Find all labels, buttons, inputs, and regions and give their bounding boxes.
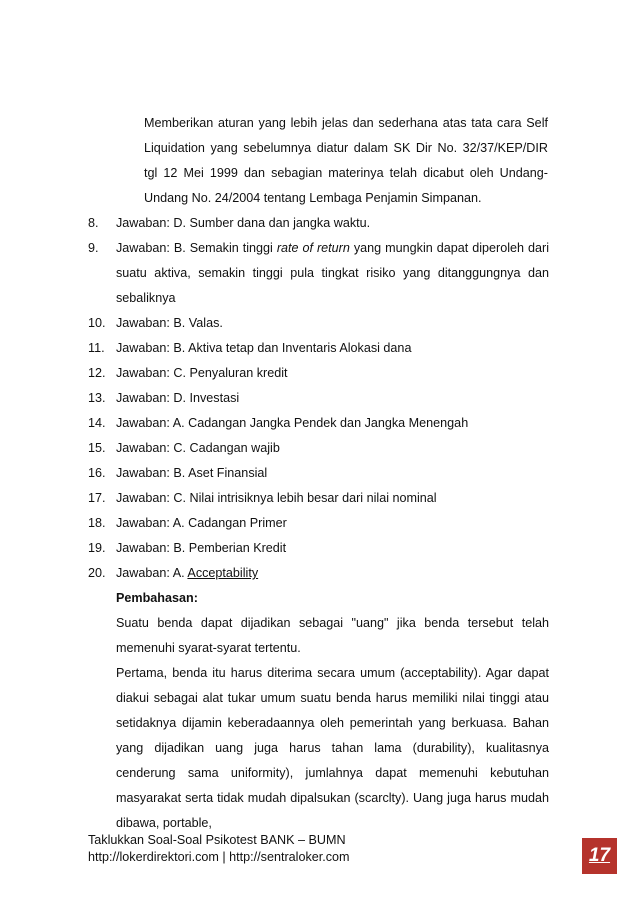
- item-answer: Jawaban: D. Sumber dana dan jangka waktu.: [116, 216, 371, 230]
- pembahasan-paragraph-2: Pertama, benda itu harus diterima secara umum (acceptability). Agar dapat diakui sebagai alat tukar umum suatu benda harus memiliki nilai tinggi atau setidaknya dijamin keberadaannya oleh pemerintah yang berkuasa. Bahan yang dijadikan uang juga harus tahan lama (durability), kualitasnya cenderung sama uniformity), jumlahnya dapat memenuhi kebutuhan masyarakat serta tidak mudah dipalsukan (scarclty). Uang juga harus mudah dibawa, portable,: [116, 666, 549, 830]
- list-item: [88, 211, 549, 236]
- item-number: 15.: [88, 441, 106, 455]
- item-number: 11.: [88, 341, 105, 355]
- page-number: 17: [588, 845, 611, 866]
- list-item: [88, 536, 549, 561]
- answer-suffix: yang mungkin dapat diperoleh dari suatu aktiva, semakin tinggi pula tingkat risiko yang ditanggungnya dan sebaliknya: [116, 241, 550, 305]
- item-number: 10.: [88, 316, 106, 330]
- item-answer: Jawaban: B. Valas.: [116, 316, 223, 330]
- item-answer: Jawaban: C. Cadangan wajib: [116, 441, 280, 455]
- item-number: 14.: [88, 416, 106, 430]
- item-number: 13.: [88, 391, 106, 405]
- answer-prefix: Jawaban: B. Semakin tinggi: [116, 241, 277, 255]
- footer-links: http://lokerdirektori.com | http://sentraloker.com: [88, 850, 350, 864]
- list-item: [88, 311, 549, 336]
- intro-paragraph: Memberikan aturan yang lebih jelas dan sederhana atas tata cara Self Liquidation yang sebelumnya diatur dalam SK Dir No. 32/37/KEP/DIR tgl 12 Mei 1999 dan sebagian materinya telah dicabut oleh Undang-Undang No. 24/2004 tentang Lembaga Penjamin Simpanan.: [144, 116, 548, 205]
- item-answer: [116, 236, 549, 311]
- item-answer: Jawaban: A. Cadangan Jangka Pendek dan Jangka Menengah: [116, 416, 469, 430]
- item-answer: Jawaban: B. Aktiva tetap dan Inventaris Alokasi dana: [116, 341, 412, 355]
- footer-title: Taklukkan Soal-Soal Psikotest BANK – BUMN: [88, 833, 346, 847]
- item-answer: Jawaban: D. Investasi: [116, 391, 240, 405]
- item-number: 19.: [88, 541, 106, 555]
- item-number: 16.: [88, 466, 106, 480]
- item-number: 20.: [88, 566, 106, 580]
- item-number: 8.: [88, 216, 99, 230]
- item-answer: Jawaban: C. Penyaluran kredit: [116, 366, 288, 380]
- list-item: [88, 411, 549, 436]
- item-number: 12.: [88, 366, 106, 380]
- item-number: 17.: [88, 491, 106, 505]
- item-answer: Jawaban: B. Aset Finansial: [116, 466, 268, 480]
- list-item: [88, 561, 549, 586]
- answer-prefix: Jawaban: A.: [116, 566, 188, 580]
- item-answer: Jawaban: C. Nilai intrisiknya lebih besar dari nilai nominal: [116, 491, 437, 505]
- list-item: [88, 336, 549, 361]
- page-number-badge: [582, 838, 617, 874]
- list-item: [88, 486, 549, 511]
- item-answer: [116, 561, 549, 586]
- list-item: [88, 511, 549, 536]
- item-number: 18.: [88, 516, 106, 530]
- answer-emphasis: rate of return: [276, 241, 350, 255]
- list-item: [88, 461, 549, 486]
- item-number: 9.: [88, 241, 99, 255]
- answer-underlined: Acceptability: [187, 566, 259, 580]
- list-item: [88, 386, 549, 411]
- item-answer: Jawaban: A. Cadangan Primer: [116, 516, 287, 530]
- item-answer: Jawaban: B. Pemberian Kredit: [116, 541, 287, 555]
- pembahasan-heading: Pembahasan:: [116, 591, 198, 605]
- list-item: [88, 436, 549, 461]
- pembahasan-paragraph-1: Suatu benda dapat dijadikan sebagai "uang" jika benda tersebut telah memenuhi syarat-syarat tertentu.: [116, 616, 549, 655]
- list-item: [88, 236, 549, 311]
- page-footer: [88, 832, 350, 866]
- list-item: [88, 361, 549, 386]
